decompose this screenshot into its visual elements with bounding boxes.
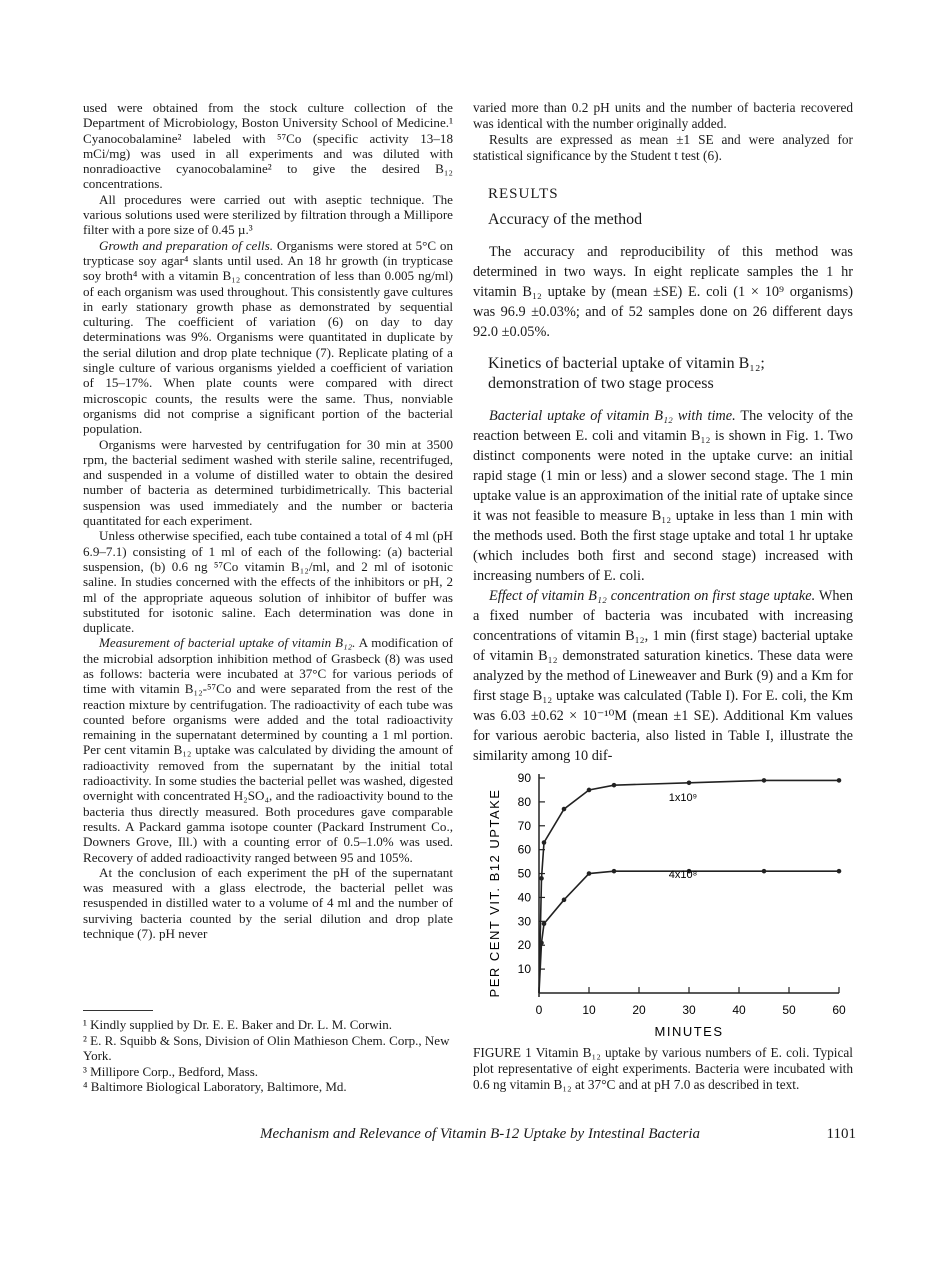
paragraph: Results are expressed as mean ±1 SE and were analyzed for statistical significance by the Student t test (6). — [473, 132, 853, 163]
left-column — [83, 100, 453, 941]
series-line — [539, 780, 839, 993]
figure-1-chart — [473, 768, 853, 1040]
x-tick-label: 20 — [632, 1003, 646, 1017]
y-tick-label: 30 — [517, 914, 531, 929]
x-tick-label: 40 — [732, 1003, 746, 1017]
paragraph: varied more than 0.2 pH units and the number of bacteria recovered was identical with the number originally added. — [473, 100, 853, 131]
x-tick-label: 50 — [782, 1003, 796, 1017]
y-tick-label: 20 — [517, 938, 531, 953]
footnote: ² E. R. Squibb & Sons, Division of Olin Mathieson Chem. Corp., New York. — [83, 1032, 450, 1063]
run-in-heading: Bacterial uptake of vitamin B₁₂ with time. — [489, 408, 736, 424]
right-column — [473, 100, 853, 766]
paragraph: used were obtained from the stock culture collection of the Department of Microbiology, Boston University School of Medicine.¹ Cyanocobalamine² labeled with ⁵⁷Co (specific activity 13–18 mCi/mg) was used in all experiments and was diluted with nonradioactive cyanocobalamine² to give the desired B₁₂ concentrations. — [83, 100, 453, 192]
data-point — [587, 871, 592, 876]
data-point — [542, 840, 547, 845]
y-tick-label: 40 — [517, 890, 531, 905]
data-point — [762, 778, 767, 783]
data-point — [539, 876, 544, 881]
page-number: 1101 — [826, 1126, 856, 1142]
paragraph: Growth and preparation of cells. Organisms were stored at 5°C on trypticase soy agar⁴ slants until used. An 18 hr growth (in trypticase soy broth⁴ with a vitamin B₁₂ concentration of less than 0.005 ng/ml) of each organism was used throughout. This consistently gave cultures in early stationary growth phase as demonstrated by sequential culturing. The coefficient of variation (6) on day to day determinations was 9%. Organisms were quantitated in duplicate by the serial dilution and drop plate technique (7). Replicate plating of a single culture of various organisms yielded a coefficient of variation of 15–17%. When plate counts were compared with direct microscopic counts, the results were the same. Thus, nonviable organisms did not comprise a significant portion of the bacterial population. — [83, 237, 454, 437]
paragraph: Organisms were harvested by centrifugation for 30 min at 3500 rpm, the bacterial sediment washed with sterile saline, recentrifuged, and suspended in a volume of distilled water to obtain the desired number of bacteria as determined turbidimetrically. This bacterial suspension was used immediately and the number or bacteria quantitated for each experiment. — [83, 436, 453, 529]
data-point — [562, 898, 567, 903]
chart-y-axis-label: PER CENT VIT. B12 UPTAKE — [487, 788, 502, 998]
data-point — [687, 780, 692, 785]
data-point — [612, 869, 617, 874]
x-tick-label: 10 — [582, 1003, 596, 1017]
data-point — [762, 869, 767, 874]
chart-x-axis-label: MINUTES — [654, 1024, 724, 1039]
paragraph: Effect of vitamin B₁₂ concentration on first stage uptake. When a fixed number of bacteria was incubated with increasing concentrations of vitamin B₁₂, 1 min (first stage) bacterial uptake of vitamin B₁₂ demonstrated saturation kinetics. These data were analyzed by the method of Lineweaver and Burk (9) and a Km for first stage B₁₂ uptake was calculated (Table I). For E. coli, the Km was 6.03 ±0.62 × 10⁻¹⁰M (mean ±1 SE). Additional Km values for various aerobic bacteria, also listed in Table I, illustrate the similarity among 10 dif- — [473, 588, 853, 764]
page-footer — [260, 1126, 856, 1143]
figure-caption-text: Vitamin B₁₂ uptake by various numbers of E. coli. Typical plot representative of eight experiments. Bacteria were incubated with 0.6 ng vitamin B₁₂ at 37°C and at pH 7.0 as described in text. — [473, 1045, 853, 1092]
data-point — [612, 783, 617, 788]
running-title: Mechanism and Relevance of Vitamin B-12 Uptake by Intestinal Bacteria — [260, 1126, 701, 1142]
y-tick-label: 80 — [517, 794, 531, 809]
y-tick-label: 70 — [517, 818, 531, 833]
paragraph: All procedures were carried out with aseptic technique. The various solutions used were sterilized by filtration through a Millipore filter with a pore size of 0.45 µ.³ — [83, 191, 453, 238]
figure-caption — [473, 1045, 853, 1093]
y-tick-label: 60 — [517, 842, 531, 857]
data-point — [837, 778, 842, 783]
footnote-rule — [83, 1010, 153, 1011]
data-point — [837, 869, 842, 874]
paragraph: The accuracy and reproducibility of this method was determined in two ways. In eight replicate samples the 1 hr vitamin B₁₂ uptake by (mean ±SE) E. coli (1 × 10⁹ organisms) was 96.9 ±0.03%; and of 52 samples done on 26 different days 92.0 ±0.05%. — [473, 244, 853, 340]
paragraph: At the conclusion of each experiment the pH of the supernatant was measured with a glass electrode, the bacterial pellet was resuspended in distilled water to a volume of 4 ml and the number of surviving bacteria counted by the serial dilution and drop plate technique (7). pH never — [83, 864, 453, 942]
x-tick-label: 30 — [682, 1003, 696, 1017]
footnote: ¹ Kindly supplied by Dr. E. E. Baker and Dr. L. M. Corwin. — [83, 1017, 393, 1032]
y-tick-label: 10 — [517, 962, 531, 977]
figure-label: FIGURE 1 — [473, 1045, 532, 1060]
footnote: ⁴ Baltimore Biological Laboratory, Baltimore, Md. — [83, 1079, 347, 1094]
y-tick-label: 90 — [517, 771, 531, 785]
series-line — [539, 871, 839, 993]
chart-axes — [539, 774, 839, 997]
x-tick-label: 60 — [832, 1003, 846, 1017]
subsection-heading: Accuracy of the method — [488, 211, 643, 228]
chart-series — [539, 778, 841, 993]
run-in-heading: Effect of vitamin B₁₂ concentration on first stage uptake. — [489, 588, 816, 604]
footnote: ³ Millipore Corp., Bedford, Mass. — [83, 1063, 259, 1079]
run-in-heading: Measurement of bacterial uptake of vitamin B₁₂. — [99, 635, 356, 651]
data-point — [539, 941, 544, 946]
y-tick-label: 50 — [517, 866, 531, 881]
chart-ticks — [518, 771, 846, 1017]
paragraph: Measurement of bacterial uptake of vitamin B₁₂. A modification of the microbial adsorption inhibition method of Grasbeck (8) was used as follows: bacteria were incubated at 37°C for various periods of time with vitamin B₁₂-⁵⁷Co and were separated from the rest of the reaction mixture by centrifugation. The radioactivity of each tube was counted before organisms were added and the total radioactivity remaining in the supernatant determined by counting a 1 ml portion. Per cent vitamin B₁₂ uptake was calculated by dividing the amount of radioactivity removed from the supernatant by the initial total radioactivity. In some studies the bacterial pellet was washed, digested overnight with concentrated H₂SO₄, and the radioactivity bound to the bacteria thus directly measured. Both procedures gave comparable results. A Packard gamma isotope counter (Packard Instrument Co., Downers Grove, Ill.) with a counting error of 0.5–1.0% was used. Recovery of added radioactivity ranged between 95 and 105%. — [83, 635, 453, 865]
data-point — [562, 807, 567, 812]
section-heading: RESULTS — [488, 186, 559, 202]
data-point — [587, 788, 592, 793]
x-tick-label: 0 — [535, 1003, 543, 1017]
series-label: 1x10⁹ — [668, 792, 698, 804]
series-label: 4x10⁸ — [668, 869, 698, 881]
paragraph: Unless otherwise specified, each tube contained a total of 4 ml (pH 6.9–7.1) consisting of 1 ml of each of the following: (a) bacterial suspension, (b) 0.6 ng ⁵⁷Co vitamin B₁₂/ml, and 2 ml of isotonic saline. In studies concerned with the effects of the inhibitors or pH, 2 ml of the appropriate aqueous solution of inhibitor of buffer was substituted for isotonic saline. Each determination was done in duplicate. — [83, 528, 453, 636]
subsection-heading: Kinetics of bacterial uptake of vitamin B₁₂; demonstration of two stage process — [488, 355, 765, 392]
data-point — [542, 921, 547, 926]
paragraph: Bacterial uptake of vitamin B₁₂ with time. The velocity of the reaction between E. coli and vitamin B₁₂ is shown in Fig. 1. Two distinct components were noted in the uptake curve: an initial rapid stage (1 min or less) and a slower second stage. The 1 min uptake value is an approximation of the initial rate of uptake since it was not feasible to measure B₁₂ uptake in less than 1 min with the methods used. Both the first stage uptake and total 1 hr uptake (which includes both first and second stage) increased with increasing numbers of E. coli. — [473, 408, 853, 584]
footnotes — [83, 1017, 453, 1095]
run-in-heading: Growth and preparation of cells. — [99, 237, 274, 253]
